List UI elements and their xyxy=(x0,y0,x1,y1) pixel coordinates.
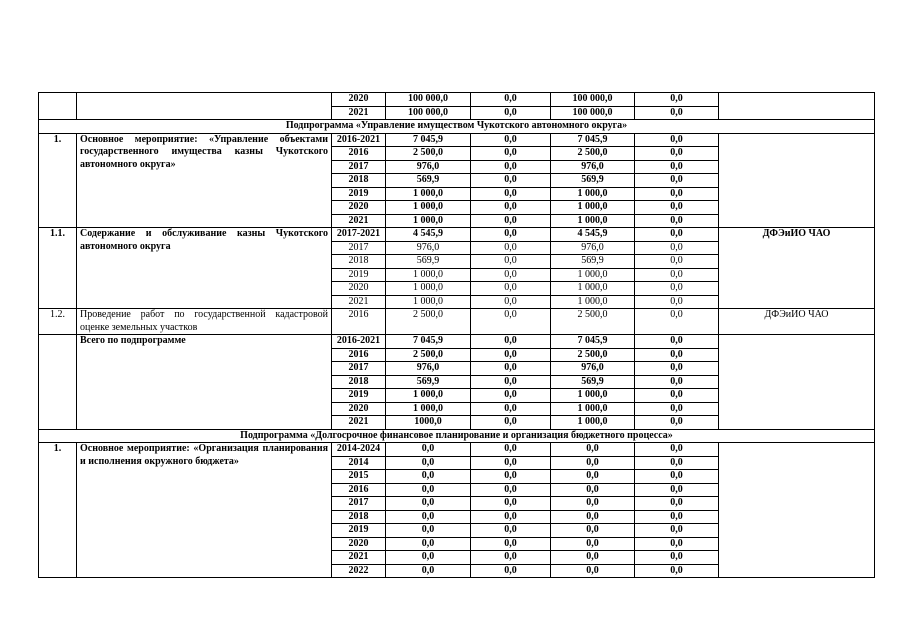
year-cell: 2014 xyxy=(332,456,386,470)
amount-cell: 0,0 xyxy=(635,133,719,147)
item-number: 1.1. xyxy=(39,228,77,309)
amount-cell: 2 500,0 xyxy=(386,147,471,161)
amount-cell: 569,9 xyxy=(386,375,471,389)
item-name: Содержание и обслуживание казны Чукотского автономного округа xyxy=(77,228,332,309)
item-name: Всего по подпрограмме xyxy=(77,335,332,430)
amount-cell: 0,0 xyxy=(635,295,719,309)
responsible-executor xyxy=(719,133,875,228)
amount-cell: 976,0 xyxy=(386,241,471,255)
item-name xyxy=(77,93,332,120)
responsible-executor: ДФЭиИО ЧАО xyxy=(719,309,875,335)
amount-cell: 0,0 xyxy=(471,106,551,120)
amount-cell: 0,0 xyxy=(386,497,471,511)
amount-cell: 1 000,0 xyxy=(386,295,471,309)
year-cell: 2020 xyxy=(332,93,386,107)
year-cell: 2021 xyxy=(332,214,386,228)
amount-cell: 0,0 xyxy=(635,268,719,282)
amount-cell: 7 045,9 xyxy=(551,133,635,147)
amount-cell: 0,0 xyxy=(635,201,719,215)
amount-cell: 1 000,0 xyxy=(551,282,635,296)
amount-cell: 0,0 xyxy=(386,510,471,524)
year-cell: 2016 xyxy=(332,147,386,161)
year-cell: 2016-2021 xyxy=(332,335,386,349)
amount-cell: 1 000,0 xyxy=(386,282,471,296)
amount-cell: 0,0 xyxy=(635,537,719,551)
amount-cell: 1 000,0 xyxy=(386,187,471,201)
item-number xyxy=(39,93,77,120)
amount-cell: 0,0 xyxy=(551,470,635,484)
amount-cell: 0,0 xyxy=(551,456,635,470)
amount-cell: 0,0 xyxy=(635,362,719,376)
amount-cell: 0,0 xyxy=(471,255,551,269)
item-name: Основное мероприятие: «Организация планирования и исполнения окружного бюджета» xyxy=(77,443,332,578)
item-number xyxy=(39,335,77,430)
amount-cell: 0,0 xyxy=(635,497,719,511)
amount-cell: 7 045,9 xyxy=(551,335,635,349)
amount-cell: 0,0 xyxy=(635,228,719,242)
year-cell: 2018 xyxy=(332,375,386,389)
amount-cell: 0,0 xyxy=(471,497,551,511)
year-cell: 2017 xyxy=(332,362,386,376)
amount-cell: 0,0 xyxy=(635,241,719,255)
year-cell: 2018 xyxy=(332,255,386,269)
amount-cell: 0,0 xyxy=(471,537,551,551)
amount-cell: 1 000,0 xyxy=(551,214,635,228)
year-cell: 2018 xyxy=(332,174,386,188)
amount-cell: 0,0 xyxy=(635,416,719,430)
amount-cell: 0,0 xyxy=(471,147,551,161)
amount-cell: 0,0 xyxy=(551,483,635,497)
amount-cell: 0,0 xyxy=(551,564,635,578)
amount-cell: 0,0 xyxy=(635,483,719,497)
amount-cell: 0,0 xyxy=(635,147,719,161)
table-row xyxy=(39,443,875,457)
amount-cell: 2 500,0 xyxy=(386,309,471,335)
amount-cell: 0,0 xyxy=(635,255,719,269)
amount-cell: 0,0 xyxy=(635,510,719,524)
amount-cell: 0,0 xyxy=(635,456,719,470)
table-row xyxy=(39,309,875,335)
table-row xyxy=(39,133,875,147)
subprogram-header-row xyxy=(39,429,875,443)
amount-cell: 1 000,0 xyxy=(386,402,471,416)
amount-cell: 0,0 xyxy=(635,524,719,538)
amount-cell: 1 000,0 xyxy=(551,187,635,201)
item-number: 1.2. xyxy=(39,309,77,335)
amount-cell: 1 000,0 xyxy=(551,389,635,403)
table-row xyxy=(39,93,875,107)
year-cell: 2022 xyxy=(332,564,386,578)
amount-cell: 0,0 xyxy=(635,282,719,296)
amount-cell: 0,0 xyxy=(635,470,719,484)
amount-cell: 0,0 xyxy=(635,106,719,120)
amount-cell: 0,0 xyxy=(386,524,471,538)
amount-cell: 0,0 xyxy=(551,497,635,511)
year-cell: 2020 xyxy=(332,201,386,215)
amount-cell: 0,0 xyxy=(471,510,551,524)
year-cell: 2018 xyxy=(332,510,386,524)
amount-cell: 0,0 xyxy=(635,375,719,389)
amount-cell: 0,0 xyxy=(471,470,551,484)
amount-cell: 0,0 xyxy=(635,402,719,416)
amount-cell: 7 045,9 xyxy=(386,133,471,147)
year-cell: 2017 xyxy=(332,497,386,511)
amount-cell: 0,0 xyxy=(471,443,551,457)
amount-cell: 0,0 xyxy=(471,241,551,255)
amount-cell: 0,0 xyxy=(635,309,719,335)
amount-cell: 1 000,0 xyxy=(551,201,635,215)
year-cell: 2015 xyxy=(332,470,386,484)
amount-cell: 0,0 xyxy=(471,483,551,497)
budget-table xyxy=(38,92,875,578)
amount-cell: 0,0 xyxy=(551,524,635,538)
year-cell: 2019 xyxy=(332,268,386,282)
amount-cell: 0,0 xyxy=(551,443,635,457)
amount-cell: 0,0 xyxy=(471,524,551,538)
amount-cell: 0,0 xyxy=(635,551,719,565)
item-name: Проведение работ по государственной кадастровой оценке земельных участков xyxy=(77,309,332,335)
amount-cell: 0,0 xyxy=(471,416,551,430)
amount-cell: 1 000,0 xyxy=(551,416,635,430)
amount-cell: 976,0 xyxy=(551,362,635,376)
year-cell: 2016 xyxy=(332,483,386,497)
amount-cell: 0,0 xyxy=(471,268,551,282)
amount-cell: 976,0 xyxy=(551,241,635,255)
amount-cell: 0,0 xyxy=(471,564,551,578)
amount-cell: 100 000,0 xyxy=(386,106,471,120)
amount-cell: 0,0 xyxy=(471,362,551,376)
subprogram-title: Подпрограмма «Долгосрочное финансовое планирование и организация бюджетного процесса» xyxy=(39,429,875,443)
amount-cell: 0,0 xyxy=(471,456,551,470)
amount-cell: 1 000,0 xyxy=(386,201,471,215)
amount-cell: 7 045,9 xyxy=(386,335,471,349)
amount-cell: 0,0 xyxy=(471,214,551,228)
amount-cell: 0,0 xyxy=(471,201,551,215)
year-cell: 2016-2021 xyxy=(332,133,386,147)
amount-cell: 4 545,9 xyxy=(386,228,471,242)
year-cell: 2016 xyxy=(332,309,386,335)
amount-cell: 0,0 xyxy=(471,309,551,335)
amount-cell: 0,0 xyxy=(635,443,719,457)
amount-cell: 569,9 xyxy=(551,174,635,188)
amount-cell: 569,9 xyxy=(386,255,471,269)
amount-cell: 2 500,0 xyxy=(551,147,635,161)
year-cell: 2021 xyxy=(332,551,386,565)
year-cell: 2019 xyxy=(332,389,386,403)
amount-cell: 1000,0 xyxy=(386,416,471,430)
year-cell: 2019 xyxy=(332,187,386,201)
amount-cell: 0,0 xyxy=(471,160,551,174)
year-cell: 2021 xyxy=(332,416,386,430)
amount-cell: 0,0 xyxy=(471,402,551,416)
amount-cell: 976,0 xyxy=(551,160,635,174)
year-cell: 2021 xyxy=(332,295,386,309)
responsible-executor: ДФЭиИО ЧАО xyxy=(719,228,875,309)
amount-cell: 0,0 xyxy=(635,214,719,228)
amount-cell: 0,0 xyxy=(471,93,551,107)
amount-cell: 0,0 xyxy=(635,160,719,174)
year-cell: 2019 xyxy=(332,524,386,538)
amount-cell: 0,0 xyxy=(551,537,635,551)
amount-cell: 0,0 xyxy=(635,348,719,362)
amount-cell: 0,0 xyxy=(471,228,551,242)
amount-cell: 1 000,0 xyxy=(551,268,635,282)
amount-cell: 0,0 xyxy=(386,470,471,484)
amount-cell: 0,0 xyxy=(471,187,551,201)
amount-cell: 0,0 xyxy=(471,375,551,389)
amount-cell: 0,0 xyxy=(471,348,551,362)
responsible-executor xyxy=(719,443,875,578)
amount-cell: 0,0 xyxy=(386,456,471,470)
amount-cell: 1 000,0 xyxy=(386,214,471,228)
amount-cell: 0,0 xyxy=(635,389,719,403)
amount-cell: 0,0 xyxy=(471,389,551,403)
responsible-executor xyxy=(719,93,875,120)
item-number: 1. xyxy=(39,133,77,228)
amount-cell: 569,9 xyxy=(386,174,471,188)
amount-cell: 100 000,0 xyxy=(551,93,635,107)
subprogram-title: Подпрограмма «Управление имуществом Чукотского автономного округа» xyxy=(39,120,875,134)
year-cell: 2016 xyxy=(332,348,386,362)
amount-cell: 569,9 xyxy=(551,255,635,269)
amount-cell: 100 000,0 xyxy=(551,106,635,120)
amount-cell: 0,0 xyxy=(635,174,719,188)
amount-cell: 0,0 xyxy=(635,335,719,349)
table-row xyxy=(39,228,875,242)
amount-cell: 1 000,0 xyxy=(386,389,471,403)
amount-cell: 0,0 xyxy=(635,93,719,107)
year-cell: 2017 xyxy=(332,160,386,174)
year-cell: 2017 xyxy=(332,241,386,255)
amount-cell: 1 000,0 xyxy=(551,295,635,309)
amount-cell: 0,0 xyxy=(551,551,635,565)
amount-cell: 0,0 xyxy=(471,551,551,565)
amount-cell: 1 000,0 xyxy=(551,402,635,416)
amount-cell: 0,0 xyxy=(635,187,719,201)
amount-cell: 0,0 xyxy=(635,564,719,578)
year-cell: 2020 xyxy=(332,537,386,551)
year-cell: 2014-2024 xyxy=(332,443,386,457)
subprogram-header-row xyxy=(39,120,875,134)
year-cell: 2017-2021 xyxy=(332,228,386,242)
responsible-executor xyxy=(719,335,875,430)
item-number: 1. xyxy=(39,443,77,578)
year-cell: 2021 xyxy=(332,106,386,120)
amount-cell: 2 500,0 xyxy=(551,348,635,362)
year-cell: 2020 xyxy=(332,282,386,296)
amount-cell: 4 545,9 xyxy=(551,228,635,242)
amount-cell: 0,0 xyxy=(471,133,551,147)
amount-cell: 0,0 xyxy=(471,295,551,309)
amount-cell: 0,0 xyxy=(471,282,551,296)
amount-cell: 976,0 xyxy=(386,160,471,174)
amount-cell: 2 500,0 xyxy=(386,348,471,362)
amount-cell: 2 500,0 xyxy=(551,309,635,335)
amount-cell: 0,0 xyxy=(386,564,471,578)
amount-cell: 976,0 xyxy=(386,362,471,376)
amount-cell: 0,0 xyxy=(386,483,471,497)
year-cell: 2020 xyxy=(332,402,386,416)
amount-cell: 0,0 xyxy=(386,551,471,565)
amount-cell: 0,0 xyxy=(386,537,471,551)
amount-cell: 0,0 xyxy=(386,443,471,457)
amount-cell: 0,0 xyxy=(471,174,551,188)
table-row xyxy=(39,335,875,349)
item-name: Основное мероприятие: «Управление объектами государственного имущества казны Чукотского автономного округа» xyxy=(77,133,332,228)
amount-cell: 0,0 xyxy=(551,510,635,524)
amount-cell: 569,9 xyxy=(551,375,635,389)
amount-cell: 100 000,0 xyxy=(386,93,471,107)
amount-cell: 1 000,0 xyxy=(386,268,471,282)
amount-cell: 0,0 xyxy=(471,335,551,349)
